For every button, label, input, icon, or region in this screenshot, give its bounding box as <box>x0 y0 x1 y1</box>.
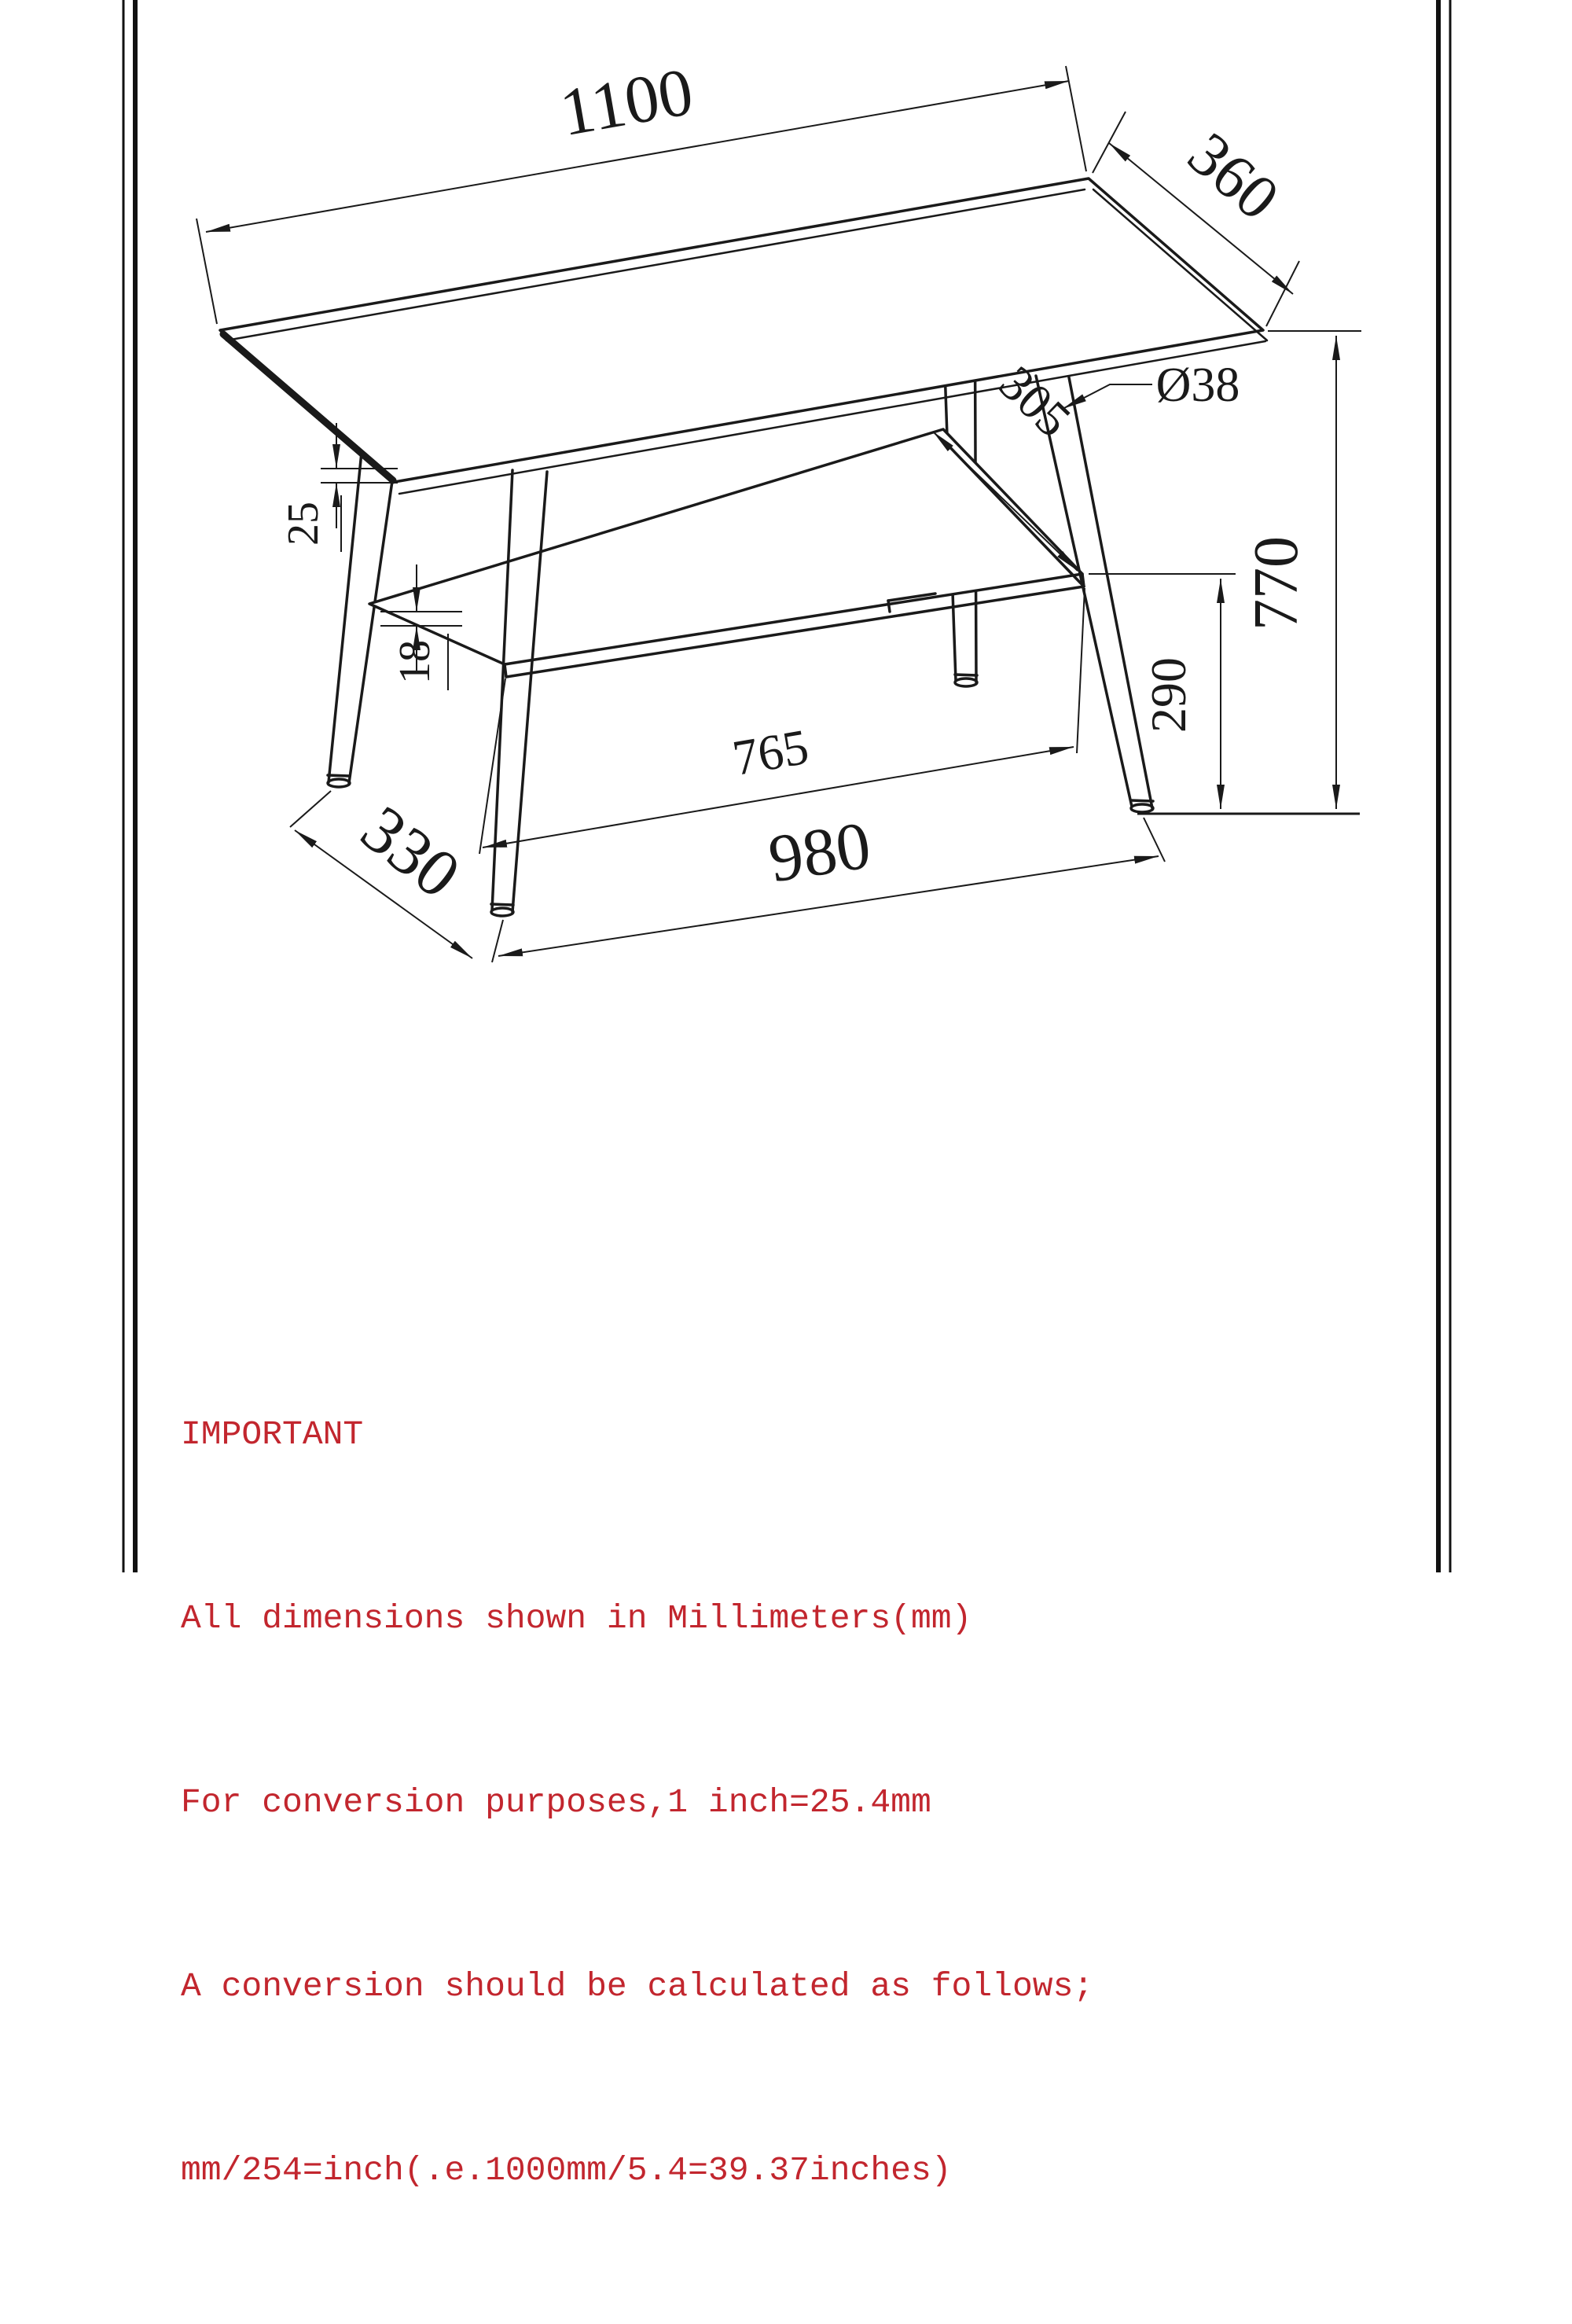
front-right-foot <box>1131 804 1153 812</box>
note-line-conversion: For conversion purposes,1 inch=25.4mm <box>181 1783 931 1822</box>
rear-left-foot <box>328 779 350 787</box>
note-line-units: All dimensions shown in Millimeters(mm) <box>181 1599 972 1638</box>
label-shelf-depth: 305 <box>988 355 1082 448</box>
label-shelf-height: 290 <box>1140 657 1196 733</box>
important-notes <box>181 1282 1281 2324</box>
rear-right-foot <box>955 678 977 686</box>
label-top-length: 1100 <box>554 53 699 151</box>
label-overall-height: 770 <box>1242 536 1311 631</box>
label-foot-span: 980 <box>763 807 876 897</box>
table-top-surface <box>220 178 1263 482</box>
label-top-depth: 360 <box>1174 119 1292 234</box>
table-top <box>220 178 1267 494</box>
front-left-leg <box>491 470 547 916</box>
note-line-formula: mm/254=inch(.e.1000mm/5.4=39.37inches) <box>181 2151 952 2190</box>
front-left-foot <box>491 908 513 916</box>
note-line-calculation: A conversion should be calculated as follows; <box>181 1967 1094 2006</box>
front-right-leg <box>1036 376 1153 812</box>
label-top-thickness: 25 <box>279 502 328 546</box>
label-shelf-length: 765 <box>729 718 813 786</box>
label-foot-depth: 330 <box>347 790 475 913</box>
label-leg-diameter: Ø38 <box>1155 359 1240 412</box>
note-line-important: IMPORTANT <box>181 1415 364 1454</box>
label-shelf-thickness: 18 <box>391 640 439 684</box>
